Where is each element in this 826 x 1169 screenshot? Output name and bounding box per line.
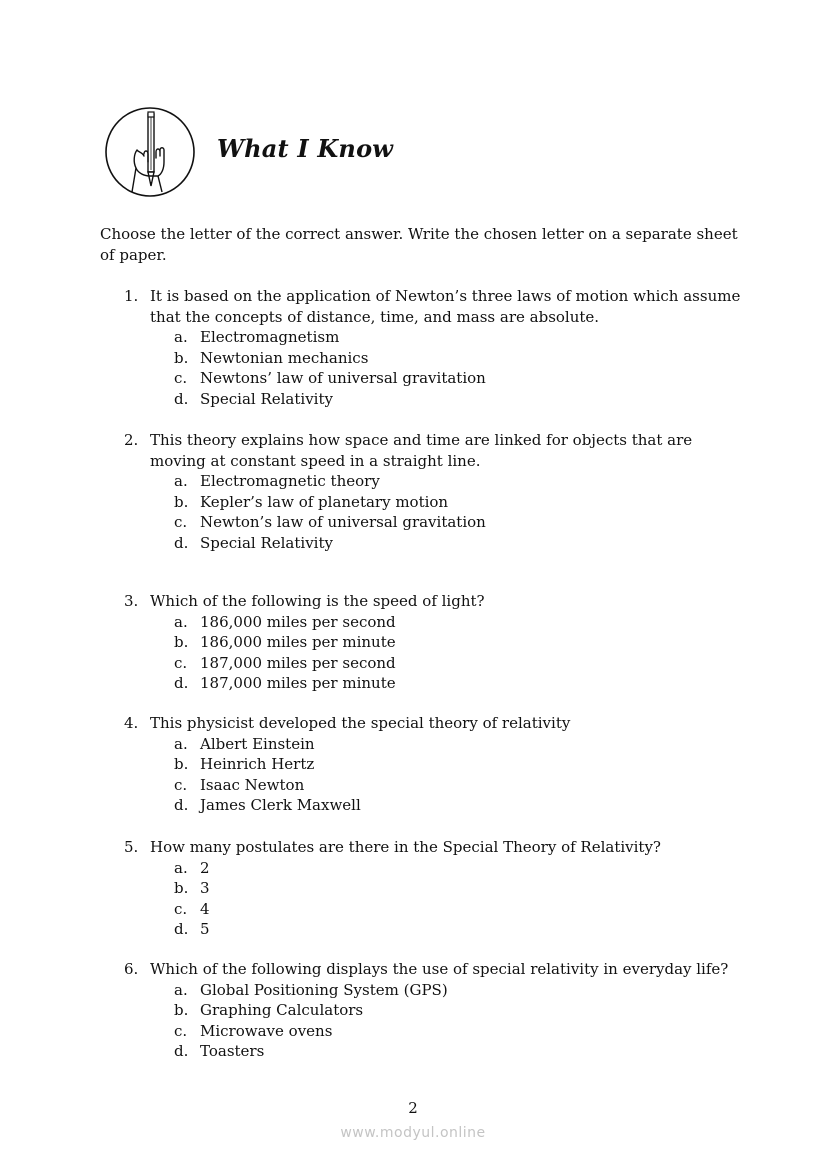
option-letter: c. <box>174 775 188 794</box>
option-a <box>124 471 744 492</box>
option-letter: c. <box>174 653 188 672</box>
option-text: Newtons’ law of universal gravitation <box>200 369 486 388</box>
option-d <box>124 673 744 694</box>
question-text: This theory explains how space and time are linked for objects that are moving at constant speed in a straight line. <box>150 431 693 470</box>
option-b <box>124 492 744 513</box>
option-letter: c. <box>174 513 188 532</box>
option-text: 187,000 miles per minute <box>200 674 396 693</box>
option-text: Albert Einstein <box>200 734 315 753</box>
option-d <box>124 533 744 554</box>
question-text: This physicist developed the special theory of relativity <box>150 714 571 732</box>
option-letter: d. <box>174 674 189 693</box>
option-list <box>124 327 744 409</box>
option-letter: a. <box>174 472 188 491</box>
option-list <box>124 612 744 694</box>
option-text: Isaac Newton <box>200 775 305 794</box>
option-list <box>124 734 744 816</box>
page-number: 2 <box>408 1099 418 1117</box>
question-text: Which of the following is the speed of light? <box>150 592 485 610</box>
option-letter: a. <box>174 612 188 631</box>
option-letter: b. <box>174 1001 189 1020</box>
option-c <box>124 368 744 389</box>
option-text: 186,000 miles per second <box>200 612 396 631</box>
option-text: Graphing Calculators <box>200 1001 364 1020</box>
option-c <box>124 775 744 796</box>
option-a <box>124 980 744 1001</box>
option-a <box>124 327 744 348</box>
option-text: 5 <box>200 920 210 939</box>
option-text: Kepler’s law of planetary motion <box>200 492 449 511</box>
question-3 <box>124 591 744 694</box>
option-d <box>124 919 744 940</box>
option-letter: d. <box>174 796 189 815</box>
option-text: Electromagnetism <box>200 328 340 347</box>
question-number: 3. <box>124 592 139 610</box>
question-number: 1. <box>124 287 139 305</box>
question-number: 5. <box>124 838 139 856</box>
option-list <box>124 471 744 553</box>
option-letter: a. <box>174 328 188 347</box>
question-number: 4. <box>124 714 139 732</box>
option-text: Newtonian mechanics <box>200 348 369 367</box>
option-letter: b. <box>174 755 189 774</box>
option-letter: a. <box>174 980 188 999</box>
question-text: Which of the following displays the use of special relativity in everyday life? <box>150 960 729 978</box>
watermark: www.modyul.online <box>340 1125 486 1141</box>
question-number: 6. <box>124 960 139 978</box>
option-c <box>124 653 744 674</box>
option-list <box>124 858 744 940</box>
option-b <box>124 1000 744 1021</box>
option-a <box>124 734 744 755</box>
question-4 <box>124 713 744 816</box>
option-letter: c. <box>174 1021 188 1040</box>
question-1 <box>124 286 744 410</box>
option-a <box>124 612 744 633</box>
option-text: Microwave ovens <box>200 1021 333 1040</box>
option-b <box>124 878 744 899</box>
option-text: James Clerk Maxwell <box>200 796 361 815</box>
option-list <box>124 980 744 1062</box>
option-c <box>124 1021 744 1042</box>
option-text: Global Positioning System (GPS) <box>200 980 448 999</box>
option-text: Electromagnetic theory <box>200 472 380 491</box>
option-letter: c. <box>174 369 188 388</box>
question-5 <box>124 837 744 940</box>
option-d <box>124 1041 744 1062</box>
option-letter: d. <box>174 1042 189 1061</box>
option-b <box>124 348 744 369</box>
option-d <box>124 795 744 816</box>
page-title: What I Know <box>217 134 394 163</box>
option-text: 187,000 miles per second <box>200 653 396 672</box>
option-text: 4 <box>200 899 210 918</box>
option-letter: d. <box>174 389 189 408</box>
option-text: 186,000 miles per minute <box>200 633 396 652</box>
question-6 <box>124 959 744 1062</box>
question-text: It is based on the application of Newton’s three laws of motion which assume that the concepts of distance, time, and mass are absolute. <box>150 287 741 326</box>
option-a <box>124 858 744 879</box>
option-text: 2 <box>200 858 210 877</box>
option-c <box>124 899 744 920</box>
option-text: Newton’s law of universal gravitation <box>200 513 486 532</box>
question-number: 2. <box>124 431 139 449</box>
option-text: Heinrich Hertz <box>200 755 315 774</box>
option-letter: d. <box>174 920 189 939</box>
option-text: Special Relativity <box>200 533 333 552</box>
option-d <box>124 389 744 410</box>
instructions-text: Choose the letter of the correct answer. Write the chosen letter on a separate sheet of paper. <box>100 225 738 264</box>
option-letter: c. <box>174 899 188 918</box>
option-text: 3 <box>200 879 210 898</box>
option-letter: a. <box>174 734 188 753</box>
hand-pencil-icon <box>104 106 196 198</box>
option-letter: a. <box>174 858 188 877</box>
option-c <box>124 512 744 533</box>
option-letter: b. <box>174 348 189 367</box>
option-text: Toasters <box>200 1042 265 1061</box>
option-text: Special Relativity <box>200 389 333 408</box>
question-2 <box>124 430 744 554</box>
question-text: How many postulates are there in the Special Theory of Relativity? <box>150 838 661 856</box>
option-letter: d. <box>174 533 189 552</box>
option-b <box>124 754 744 775</box>
option-b <box>124 632 744 653</box>
option-letter: b. <box>174 492 189 511</box>
option-letter: b. <box>174 633 189 652</box>
option-letter: b. <box>174 879 189 898</box>
